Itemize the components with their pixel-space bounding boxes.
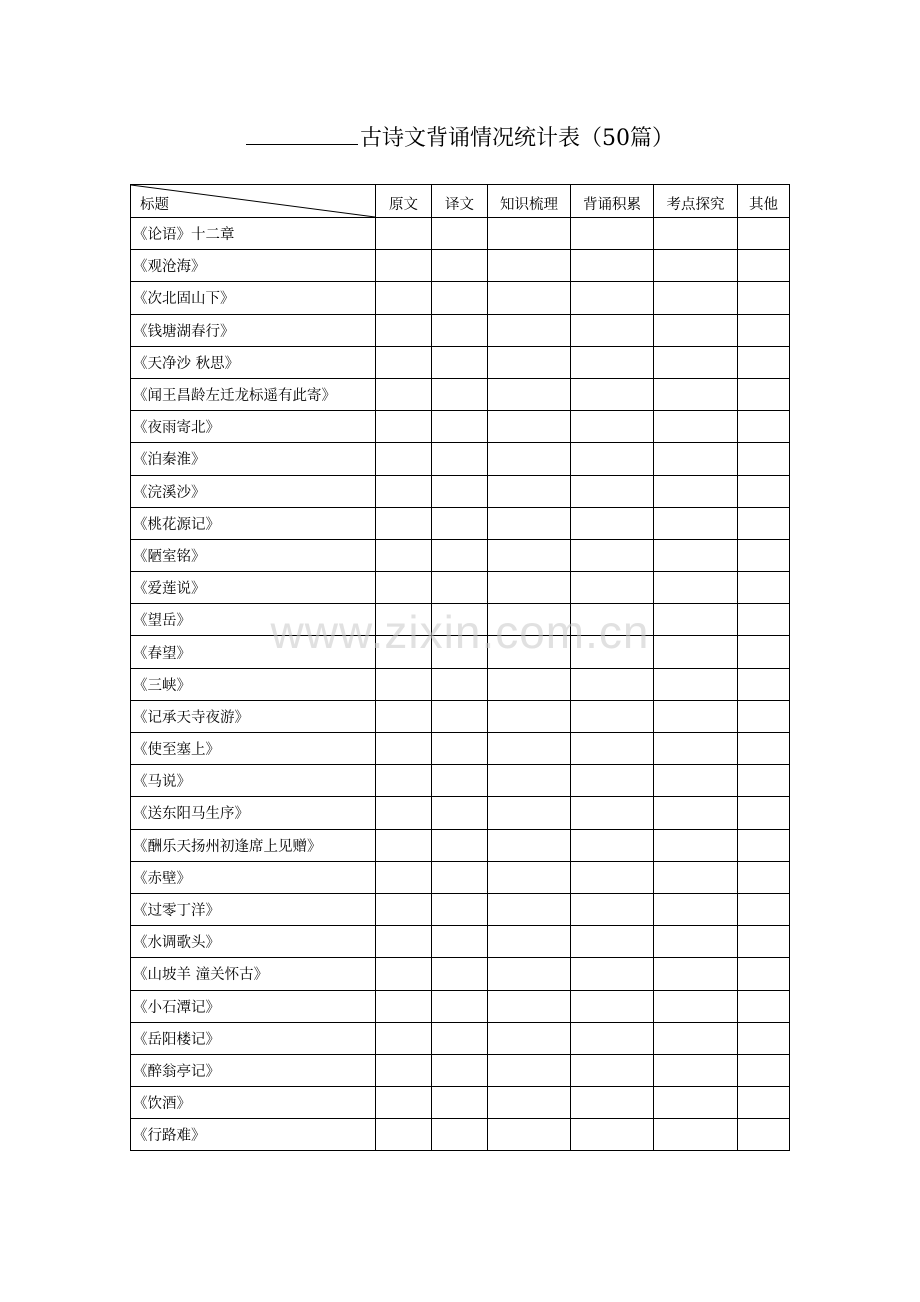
check-cell[interactable] [488,604,571,636]
table-row [131,1022,790,1054]
check-cell[interactable] [376,733,432,765]
check-cell[interactable] [571,314,654,346]
check-cell[interactable] [376,1087,432,1119]
poem-title-cell: 《醉翁亭记》 [131,1054,376,1086]
check-cell[interactable] [488,990,571,1022]
check-cell[interactable] [738,1022,790,1054]
poem-title-cell: 《山坡羊 潼关怀古》 [131,958,376,990]
check-cell[interactable] [432,990,488,1022]
table-row [131,411,790,443]
table-row [131,829,790,861]
check-cell[interactable] [488,700,571,732]
check-cell[interactable] [738,990,790,1022]
check-cell[interactable] [432,733,488,765]
check-cell[interactable] [571,668,654,700]
check-cell[interactable] [571,765,654,797]
check-cell[interactable] [654,507,738,539]
check-cell[interactable] [571,250,654,282]
column-header-other: 其他 [738,185,790,218]
check-cell[interactable] [432,829,488,861]
check-cell[interactable] [738,346,790,378]
check-cell[interactable] [654,1119,738,1151]
poem-title-cell: 《赤壁》 [131,861,376,893]
check-cell[interactable] [654,282,738,314]
table-row [131,926,790,958]
watermark: www.zixin.com.cn [270,606,650,658]
check-cell[interactable] [488,636,571,668]
check-cell[interactable] [376,926,432,958]
check-cell[interactable] [738,250,790,282]
poem-title-cell: 《泊秦淮》 [131,443,376,475]
table-row [131,507,790,539]
table-row [131,636,790,668]
poem-title-cell: 《论语》十二章 [131,218,376,250]
check-cell[interactable] [654,250,738,282]
check-cell[interactable] [738,636,790,668]
check-cell[interactable] [488,475,571,507]
poem-title-cell: 《水调歌头》 [131,926,376,958]
check-cell[interactable] [376,1119,432,1151]
poem-title-cell: 《闻王昌龄左迁龙标遥有此寄》 [131,378,376,410]
check-cell[interactable] [738,958,790,990]
check-cell[interactable] [654,1022,738,1054]
check-cell[interactable] [738,700,790,732]
check-cell[interactable] [738,893,790,925]
check-cell[interactable] [376,539,432,571]
poem-title-cell: 《观沧海》 [131,250,376,282]
check-cell[interactable] [571,861,654,893]
poem-title-cell: 《送东阳马生序》 [131,797,376,829]
check-cell[interactable] [738,218,790,250]
poem-title-cell: 《陋室铭》 [131,539,376,571]
check-cell[interactable] [488,443,571,475]
check-cell[interactable] [376,700,432,732]
check-cell[interactable] [376,314,432,346]
check-cell[interactable] [432,1054,488,1086]
check-cell[interactable] [432,1087,488,1119]
check-cell[interactable] [432,411,488,443]
check-cell[interactable] [571,443,654,475]
check-cell[interactable] [654,378,738,410]
table-row [131,346,790,378]
check-cell[interactable] [488,218,571,250]
check-cell[interactable] [376,572,432,604]
check-cell[interactable] [432,282,488,314]
check-cell[interactable] [571,733,654,765]
check-cell[interactable] [432,926,488,958]
diagonal-header-cell [131,185,376,218]
poem-title-cell: 《次北固山下》 [131,282,376,314]
check-cell[interactable] [738,926,790,958]
check-cell[interactable] [488,572,571,604]
check-cell[interactable] [488,1119,571,1151]
check-cell[interactable] [654,218,738,250]
check-cell[interactable] [654,475,738,507]
column-header-translation: 译文 [432,185,488,218]
check-cell[interactable] [488,314,571,346]
check-cell[interactable] [571,700,654,732]
check-cell[interactable] [432,443,488,475]
table-row [131,700,790,732]
check-cell[interactable] [571,926,654,958]
table-row [131,733,790,765]
table-row [131,1054,790,1086]
check-cell[interactable] [654,765,738,797]
table-body [131,218,790,1151]
check-cell[interactable] [488,539,571,571]
page-title-text: 古诗文背诵情况统计表（50篇） [360,126,674,151]
check-cell[interactable] [654,539,738,571]
table-row [131,861,790,893]
check-cell[interactable] [654,1054,738,1086]
check-cell[interactable] [571,1022,654,1054]
check-cell[interactable] [488,1054,571,1086]
check-cell[interactable] [571,411,654,443]
table-header-row [131,185,790,218]
poem-title-cell: 《天净沙 秋思》 [131,346,376,378]
check-cell[interactable] [432,893,488,925]
check-cell[interactable] [571,797,654,829]
check-cell[interactable] [488,378,571,410]
class-name-blank[interactable] [246,118,358,145]
poem-title-cell: 《钱塘湖春行》 [131,314,376,346]
check-cell[interactable] [488,1087,571,1119]
check-cell[interactable] [654,797,738,829]
poem-title-cell: 《饮酒》 [131,1087,376,1119]
check-cell[interactable] [432,218,488,250]
table-row [131,990,790,1022]
table-row [131,539,790,571]
check-cell[interactable] [376,958,432,990]
check-cell[interactable] [432,1022,488,1054]
check-cell[interactable] [654,314,738,346]
check-cell[interactable] [654,668,738,700]
check-cell[interactable] [376,475,432,507]
poem-title-cell: 《记承天寺夜游》 [131,700,376,732]
check-cell[interactable] [432,604,488,636]
table-row [131,797,790,829]
poem-title-cell: 《马说》 [131,765,376,797]
check-cell[interactable] [571,893,654,925]
poem-title-cell: 《春望》 [131,636,376,668]
check-cell[interactable] [571,604,654,636]
table-row [131,572,790,604]
check-cell[interactable] [571,1087,654,1119]
check-cell[interactable] [376,990,432,1022]
check-cell[interactable] [738,765,790,797]
table-row [131,1119,790,1151]
check-cell[interactable] [432,507,488,539]
check-cell[interactable] [488,861,571,893]
check-cell[interactable] [571,572,654,604]
check-cell[interactable] [376,797,432,829]
check-cell[interactable] [376,1054,432,1086]
check-cell[interactable] [376,346,432,378]
check-cell[interactable] [376,218,432,250]
check-cell[interactable] [488,829,571,861]
check-cell[interactable] [432,765,488,797]
recitation-table [130,184,790,1151]
check-cell[interactable] [432,250,488,282]
table-row [131,893,790,925]
check-cell[interactable] [571,636,654,668]
check-cell[interactable] [654,926,738,958]
poem-title-cell: 《使至塞上》 [131,733,376,765]
check-cell[interactable] [488,282,571,314]
check-cell[interactable] [488,411,571,443]
check-cell[interactable] [654,346,738,378]
poem-title-cell: 《夜雨寄北》 [131,411,376,443]
column-header-original: 原文 [376,185,432,218]
check-cell[interactable] [571,1054,654,1086]
table-row [131,668,790,700]
check-cell[interactable] [376,282,432,314]
table-row [131,1087,790,1119]
check-cell[interactable] [376,765,432,797]
check-cell[interactable] [738,1054,790,1086]
poem-title-cell: 《过零丁洋》 [131,893,376,925]
table-row [131,765,790,797]
check-cell[interactable] [571,958,654,990]
check-cell[interactable] [488,250,571,282]
check-cell[interactable] [571,378,654,410]
check-cell[interactable] [432,668,488,700]
table-row [131,958,790,990]
column-header-exam-points: 考点探究 [654,185,738,218]
page-title [0,118,920,158]
check-cell[interactable] [376,1022,432,1054]
check-cell[interactable] [376,893,432,925]
check-cell[interactable] [432,378,488,410]
check-cell[interactable] [376,443,432,475]
column-header-recitation: 背诵积累 [571,185,654,218]
check-cell[interactable] [432,1119,488,1151]
check-cell[interactable] [738,507,790,539]
check-cell[interactable] [432,700,488,732]
check-cell[interactable] [488,346,571,378]
check-cell[interactable] [432,475,488,507]
check-cell[interactable] [376,636,432,668]
check-cell[interactable] [571,539,654,571]
check-cell[interactable] [738,378,790,410]
check-cell[interactable] [571,346,654,378]
table-row [131,314,790,346]
check-cell[interactable] [654,572,738,604]
check-cell[interactable] [376,507,432,539]
check-cell[interactable] [376,829,432,861]
poem-title-cell: 《浣溪沙》 [131,475,376,507]
check-cell[interactable] [654,733,738,765]
check-cell[interactable] [488,668,571,700]
check-cell[interactable] [738,604,790,636]
check-cell[interactable] [654,990,738,1022]
table-row [131,443,790,475]
check-cell[interactable] [376,250,432,282]
check-cell[interactable] [654,958,738,990]
check-cell[interactable] [488,507,571,539]
check-cell[interactable] [376,411,432,443]
check-cell[interactable] [738,539,790,571]
check-cell[interactable] [432,636,488,668]
check-cell[interactable] [571,475,654,507]
poem-title-cell: 《爱莲说》 [131,572,376,604]
check-cell[interactable] [738,443,790,475]
check-cell[interactable] [488,797,571,829]
check-cell[interactable] [738,1087,790,1119]
check-cell[interactable] [738,861,790,893]
check-cell[interactable] [654,443,738,475]
check-cell[interactable] [654,861,738,893]
check-cell[interactable] [376,861,432,893]
check-cell[interactable] [654,1087,738,1119]
check-cell[interactable] [488,893,571,925]
header-title-label: 标题 [140,197,169,213]
poem-title-cell: 《小石潭记》 [131,990,376,1022]
check-cell[interactable] [376,378,432,410]
check-cell[interactable] [432,314,488,346]
check-cell[interactable] [432,797,488,829]
check-cell[interactable] [376,604,432,636]
poem-title-cell: 《桃花源记》 [131,507,376,539]
check-cell[interactable] [571,282,654,314]
check-cell[interactable] [376,668,432,700]
poem-title-cell: 《三峡》 [131,668,376,700]
check-cell[interactable] [654,604,738,636]
check-cell[interactable] [432,861,488,893]
check-cell[interactable] [488,733,571,765]
check-cell[interactable] [488,1022,571,1054]
table-row [131,604,790,636]
check-cell[interactable] [488,926,571,958]
check-cell[interactable] [654,893,738,925]
check-cell[interactable] [738,411,790,443]
poem-title-cell: 《酬乐天扬州初逢席上见赠》 [131,829,376,861]
poem-title-cell: 《岳阳楼记》 [131,1022,376,1054]
check-cell[interactable] [738,733,790,765]
check-cell[interactable] [571,218,654,250]
check-cell[interactable] [432,958,488,990]
poem-title-cell: 《望岳》 [131,604,376,636]
check-cell[interactable] [654,829,738,861]
poem-title-cell: 《行路难》 [131,1119,376,1151]
check-cell[interactable] [571,1119,654,1151]
check-cell[interactable] [738,475,790,507]
table-row [131,475,790,507]
check-cell[interactable] [571,990,654,1022]
table-row [131,378,790,410]
check-cell[interactable] [654,636,738,668]
column-header-knowledge: 知识梳理 [488,185,571,218]
check-cell[interactable] [738,1119,790,1151]
check-cell[interactable] [432,346,488,378]
table-row [131,250,790,282]
check-cell[interactable] [738,668,790,700]
check-cell[interactable] [432,572,488,604]
check-cell[interactable] [738,572,790,604]
check-cell[interactable] [571,829,654,861]
check-cell[interactable] [571,507,654,539]
check-cell[interactable] [432,539,488,571]
check-cell[interactable] [738,314,790,346]
check-cell[interactable] [488,958,571,990]
check-cell[interactable] [654,700,738,732]
table-row [131,218,790,250]
check-cell[interactable] [738,829,790,861]
check-cell[interactable] [738,282,790,314]
check-cell[interactable] [488,765,571,797]
check-cell[interactable] [738,797,790,829]
table-row [131,282,790,314]
check-cell[interactable] [654,411,738,443]
